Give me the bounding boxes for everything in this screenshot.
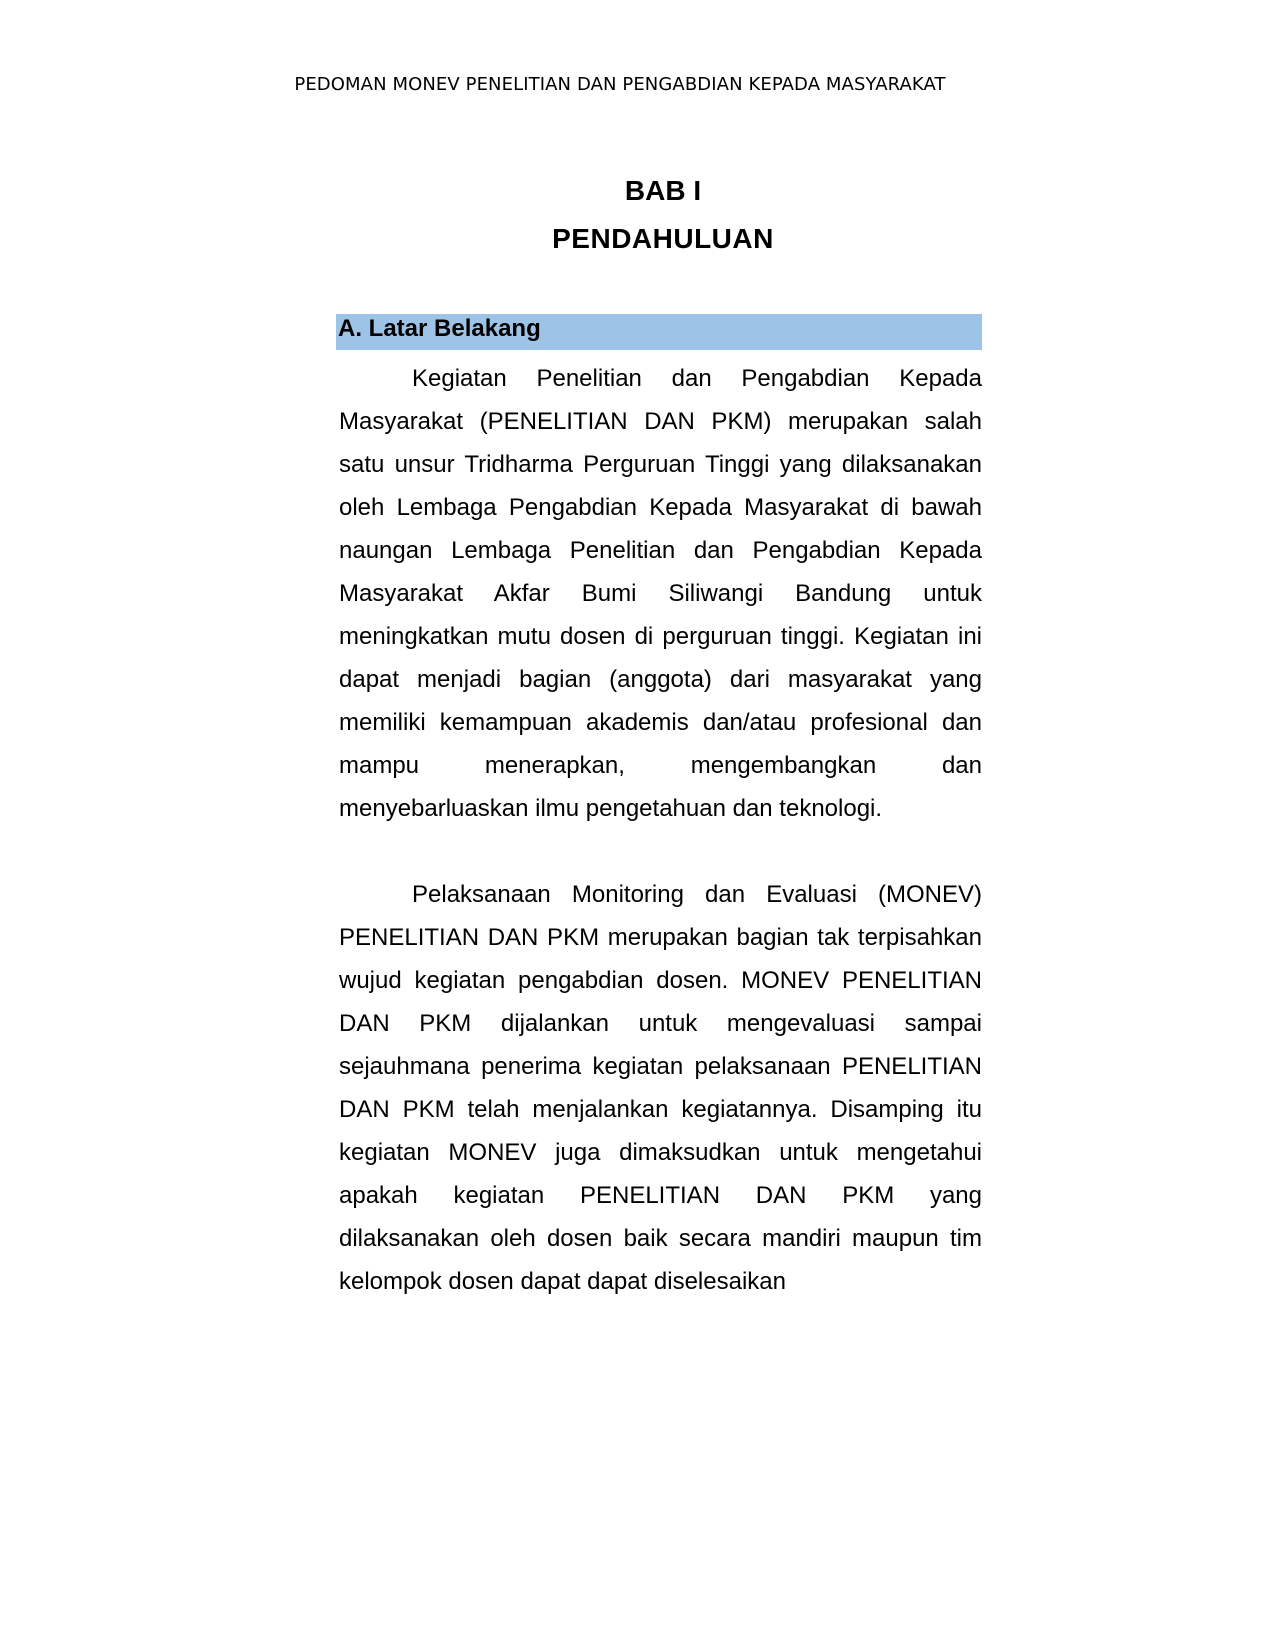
body-paragraph: Pelaksanaan Monitoring dan Evaluasi (MONEV) PENELITIAN DAN PKM merupakan bagian tak terpisahkan wujud kegiatan pengabdian dosen. MONEV PENELITIAN DAN PKM dijalankan untuk mengevaluasi sampai sejauhmana penerima kegiatan pelaksanaan PENELITIAN DAN PKM telah menjalankan kegiatannya. Disamping itu kegiatan MONEV juga dimaksudkan untuk mengetahui apakah kegiatan PENELITIAN DAN PKM yang dilaksanakan oleh dosen baik secara mandiri maupun tim kelompok dosen dapat dapat diselesaikan — [339, 881, 982, 1295]
running-header: PEDOMAN MONEV PENELITIAN DAN PENGABDIAN KEPADA MASYARAKAT — [294, 74, 946, 95]
chapter-number: BAB I — [624, 175, 702, 206]
chapter-title: PENDAHULUAN — [552, 223, 774, 254]
body-paragraph: Kegiatan Penelitian dan Pengabdian Kepada Masyarakat (PENELITIAN DAN PKM) merupakan salah satu unsur Tridharma Perguruan Tinggi yang dilaksanakan oleh Lembaga Pengabdian Kepada Masyarakat di bawah naungan Lembaga Penelitian dan Pengabdian Kepada Masyarakat Akfar Bumi Siliwangi Bandung untuk meningkatkan mutu dosen di perguruan tinggi. Kegiatan ini dapat menjadi bagian (anggota) dari masyarakat yang memiliki kemampuan akademis dan/atau profesional dan mampu menerapkan, mengembangkan dan menyebarluaskan ilmu pengetahuan dan teknologi. — [339, 365, 982, 822]
section-heading: A. Latar Belakang — [336, 314, 982, 350]
